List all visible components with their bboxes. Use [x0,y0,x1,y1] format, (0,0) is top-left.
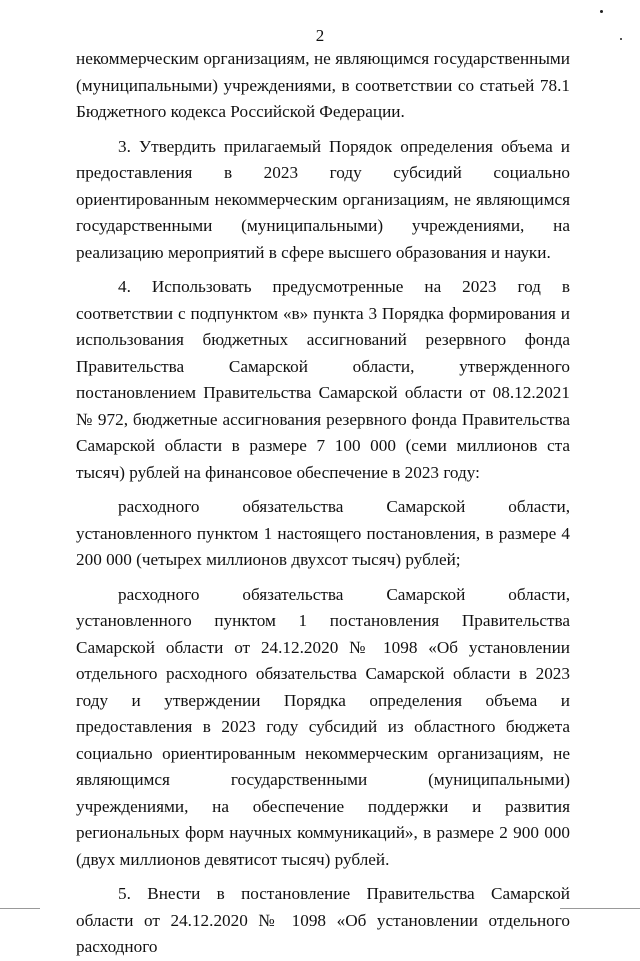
scan-edge-mark [560,908,640,909]
paragraph-subitem-2: расходного обязательства Самарской области, установленного пунктом 1 постановления Правительства Самарской области от 24.12.2020 № 1098 «Об установлении отдельного расходного обязательства Самарской области в 2023 году и утверждении Порядка определения объема и предоставления в 2023 году субсидий из областного бюджета социально ориентированным некоммерческим организациям, не являющимся государственными (муниципальными) учреждениями, на обеспечение поддержки и развития региональных форм научных коммуникаций», в размере 2 900 000 (двух миллионов девятисот тысяч) рублей. [76,584,570,869]
paragraph-continuation: некоммерческим организациям, не являющимся государственными (муниципальными) учреждениями, в соответствии со статьей 78.1 Бюджетного кодекса Российской Федерации. [76,49,570,121]
document-body [76,46,570,961]
scan-speck [600,10,603,13]
paragraph-item-5: 5. Внести в постановление Правительства Самарской области от 24.12.2020 № 1098 «Об установлении отдельного расходного [76,884,570,956]
page-number: 2 [315,26,325,45]
paragraph-subitem-1: расходного обязательства Самарской области, установленного пунктом 1 настоящего постановления, в размере 4 200 000 (четырех миллионов двухсот тысяч) рублей; [76,497,570,569]
paragraph-item-4: 4. Использовать предусмотренные на 2023 год в соответствии с подпунктом «в» пункта 3 Порядка формирования и использования бюджетных ассигнований резервного фонда Правительства Самарской области, утвержденного постановлением Правительства Самарской области от 08.12.2021 № 972, бюджетные ассигнования резервного фонда Правительства Самарской области в размере 7 100 000 (семи миллионов ста тысяч) рублей на финансовое обеспечение в 2023 году: [76,277,570,482]
scan-edge-mark [0,908,40,909]
paragraph-item-3: 3. Утвердить прилагаемый Порядок определения объема и предоставления в 2023 году субсидий социально ориентированным некоммерческим организациям, не являющимся государственными (муниципальными) учреждениями, на реализацию мероприятий в сфере высшего образования и науки. [76,136,570,262]
